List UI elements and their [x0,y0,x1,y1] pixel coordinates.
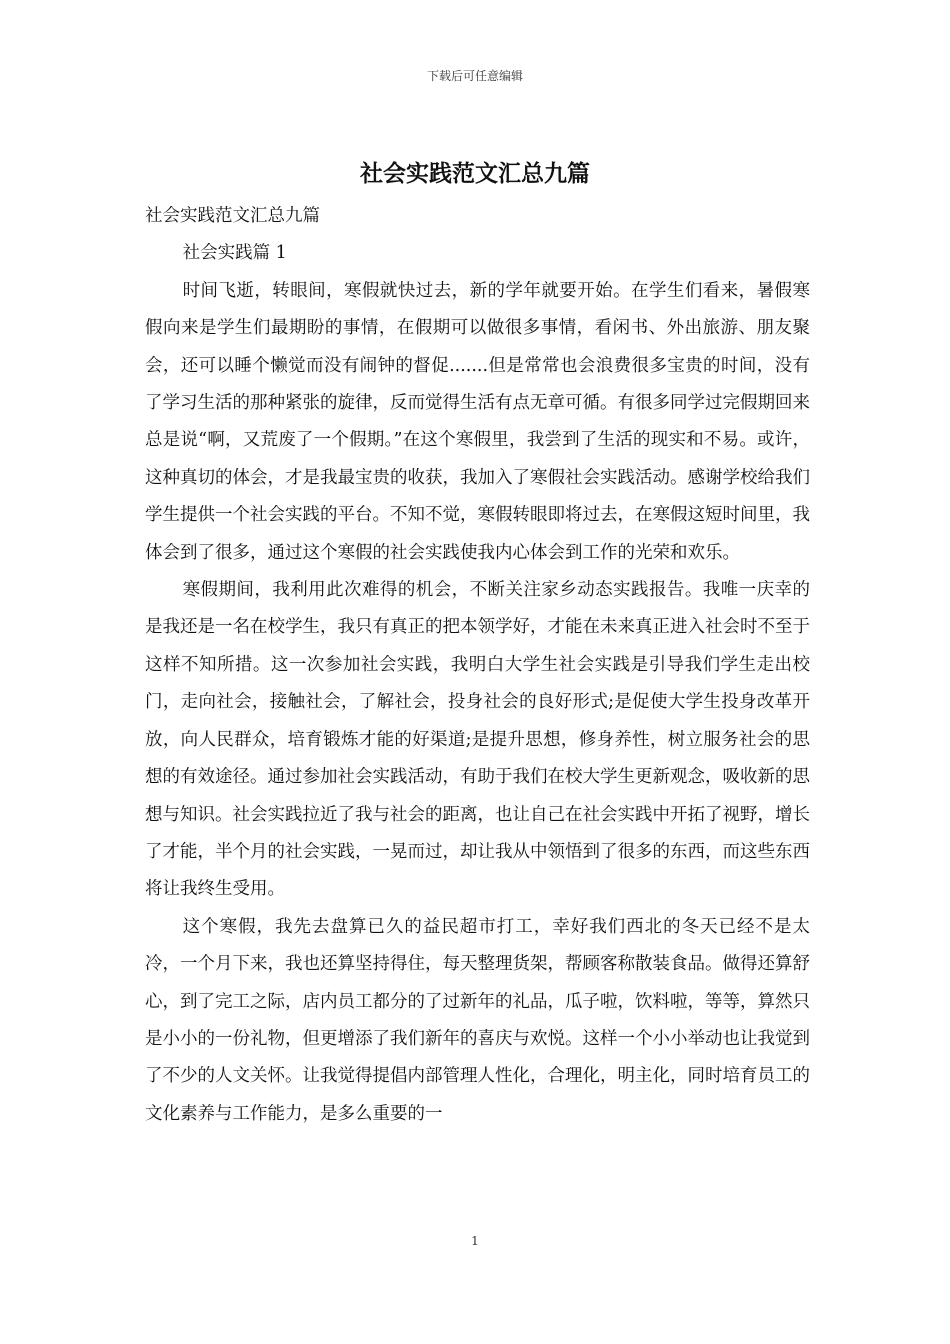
document-subtitle: 社会实践范文汇总九篇 [145,206,320,226]
page-number: 1 [471,1234,479,1248]
document-title: 社会实践范文汇总九篇 [360,160,590,187]
section-heading: 社会实践篇 1 [182,243,287,264]
paragraph-2: 寒假期间，我利用此次难得的机会，不断关注家乡动态实践报告。我唯一庆幸的是我还是一名在校学生，我只有真正的把本领学好，才能在未来真正进入社会时不至于这样不知所措。这一次参加社会实践，我明白大学生社会实践是引导我们学生走出校门，走向社会，接触社会，了解社会，投身社会的良好形式;是促使大学生投身改革开放，向人民群众，培育锻炼才能的好渠道;是提升思想，修身养性，树立服务社会的思想的有效途径。通过参加社会实践活动，有助于我们在校大学生更新观念，吸收新的思想与知识。社会实践拉近了我与社会的距离，也让自己在社会实践中开拓了视野，增长了才能，半个月的社会实践，一晃而过，却让我从中领悟到了很多的东西，而这些东西将让我终生受用。 [145,580,810,900]
paragraph-3: 这个寒假，我先去盘算已久的益民超市打工，幸好我们西北的冬天已经不是太冷，一个月下来，我也还算坚持得住，每天整理货架，帮顾客称散装食品。做得还算舒心，到了完工之际，店内员工都分的了过新年的礼品，瓜子啦，饮料啦，等等，算然只是小小的一份礼物，但更增添了我们新年的喜庆与欢悦。这样一个小小举动也让我觉到了不少的人文关怀。让我觉得提倡内部管理人性化，合理化，明主化，同时培育员工的文化素养与工作能力，是多么重要的一 [145,916,810,1124]
header-note: 下载后可任意编辑 [426,69,523,83]
document-body [145,198,810,1133]
paragraph-1: 时间飞逝，转眼间，寒假就快过去，新的学年就要开始。在学生们看来，暑假寒假向来是学生们最期盼的事情，在假期可以做很多事情，看闲书、外出旅游、朋友聚会，还可以睡个懒觉而没有闹钟的督促.......但是常常也会浪费很多宝贵的时间，没有了学习生活的那种紧张的旋律，反而觉得生活有点无章可循。有很多同学过完假期回来总是说“啊，又荒废了一个假期。”在这个寒假里，我尝到了生活的现实和不易。或许，这种真切的体会，才是我最宝贵的收获，我加入了寒假社会实践活动。感谢学校给我们学生提供一个社会实践的平台。不知不觉，寒假转眼即将过去，在寒假这短时间里，我体会到了很多，通过这个寒假的社会实践使我内心体会到工作的光荣和欢乐。 [145,280,810,563]
